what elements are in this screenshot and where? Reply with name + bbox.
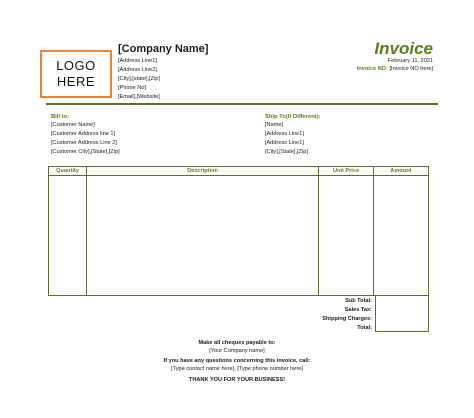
- total-label: Total:: [357, 324, 372, 331]
- col-description: Description: [87, 167, 319, 176]
- ship-to-heading: Ship To(If Different):: [265, 114, 321, 120]
- shipping-label: Shipping Charges:: [322, 315, 372, 322]
- invoice-title: Invoice: [374, 39, 433, 58]
- logo-placeholder: [40, 50, 112, 98]
- company-name: [Company Name]: [118, 43, 209, 55]
- ship-to-line: [Name]: [265, 122, 284, 128]
- bill-to-line: [Customer Address Line 2]: [51, 140, 117, 146]
- company-phone: [Phone No]: [118, 85, 146, 91]
- amount-cell[interactable]: [374, 176, 429, 296]
- shipping-row: [300, 314, 429, 323]
- thank-you-note: THANK YOU FOR YOUR BUSINESS!: [188, 377, 286, 383]
- header-divider: [46, 103, 438, 105]
- col-quantity: Quantity: [49, 167, 87, 176]
- ship-to-block: [265, 114, 321, 157]
- company-contact: [Email],[Website]: [118, 94, 160, 100]
- ship-to-line: [Address Line1]: [265, 131, 304, 137]
- invoice-number-value: [Invoice NO here]: [389, 66, 433, 72]
- col-amount: Amount: [374, 167, 429, 176]
- bill-to-line: [Customer City],[State],[Zip]: [51, 149, 120, 155]
- col-unit-price: Unit Price: [319, 167, 374, 176]
- ship-to-line: [Address Line1]: [265, 140, 304, 146]
- cheques-note: Make all cheques payable to:: [198, 340, 276, 346]
- company-address1: [Address Line1]: [118, 58, 157, 64]
- sales-tax-label: Sales Tax:: [344, 306, 372, 313]
- logo-text-line1: LOGO: [56, 58, 96, 73]
- description-cell[interactable]: [87, 176, 319, 296]
- sales-tax-value[interactable]: [375, 305, 429, 314]
- invoice-date: February 11, 2021: [387, 58, 433, 64]
- totals-block: [300, 296, 429, 332]
- company-address-block: [118, 57, 160, 102]
- unit-price-cell[interactable]: [319, 176, 374, 296]
- subtotal-row: [300, 296, 429, 305]
- bill-to-line: [Customer Name]: [51, 122, 95, 128]
- items-body-row[interactable]: [49, 176, 429, 296]
- shipping-value[interactable]: [375, 314, 429, 323]
- contact-line: [Type contact name here], [Type phone number here]: [171, 366, 303, 372]
- logo-text-line2: HERE: [56, 74, 96, 89]
- subtotal-label: Sub Total:: [345, 297, 372, 304]
- company-address2: [Address Line2]: [118, 67, 157, 73]
- total-row: [300, 323, 429, 332]
- payee-name: [Your Company name]: [209, 348, 265, 354]
- sales-tax-row: [300, 305, 429, 314]
- invoice-number: [357, 66, 433, 72]
- bill-to-heading: Bill to:: [51, 114, 70, 120]
- bill-to-block: [51, 114, 120, 157]
- quantity-cell[interactable]: [49, 176, 87, 296]
- subtotal-value[interactable]: [375, 296, 429, 305]
- bill-to-line: [Customer Address line 1]: [51, 131, 116, 137]
- ship-to-line: [City],[State],[Zip]: [265, 149, 308, 155]
- company-city: [City],[state],[Zip]: [118, 76, 160, 82]
- invoice-number-label: Invoice NO:: [356, 66, 388, 72]
- total-value[interactable]: [375, 323, 429, 332]
- questions-note: If you have any questions concerning this invoice, call:: [163, 358, 311, 364]
- items-header-row: [49, 167, 429, 176]
- items-table: [48, 166, 429, 296]
